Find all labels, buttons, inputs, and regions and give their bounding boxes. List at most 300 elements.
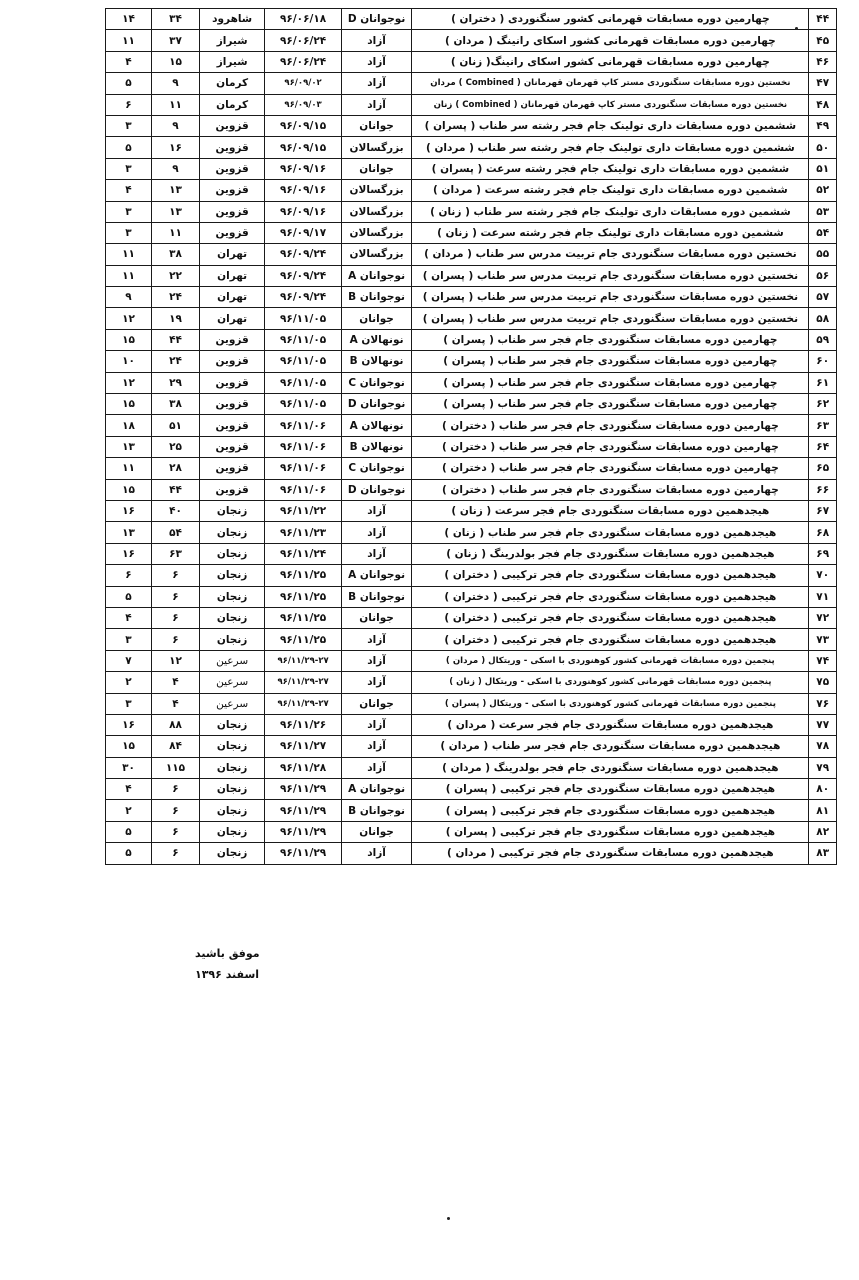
- competition-date: ۹۶/۱۱/۲۹-۲۷: [265, 650, 342, 671]
- teams-count: ۲: [106, 800, 152, 821]
- competition-date: ۹۶/۰۹/۱۵: [265, 137, 342, 158]
- age-category: نوجوانان B: [341, 800, 411, 821]
- row-number: ۵۲: [809, 180, 837, 201]
- participants-count: ۴: [151, 693, 199, 714]
- teams-count: ۳: [106, 158, 152, 179]
- row-number: ۵۷: [809, 287, 837, 308]
- host-city: زنجان: [199, 500, 264, 521]
- table-row: [106, 30, 837, 51]
- participants-count: ۴: [151, 672, 199, 693]
- competition-date: ۹۶/۰۹/۱۶: [265, 158, 342, 179]
- ink-dot: [447, 1217, 450, 1220]
- teams-count: ۱۵: [106, 394, 152, 415]
- row-number: ۴۶: [809, 51, 837, 72]
- row-number: ۸۲: [809, 821, 837, 842]
- teams-count: ۵: [106, 821, 152, 842]
- participants-count: ۱۱: [151, 222, 199, 243]
- row-number: ۶۹: [809, 543, 837, 564]
- table-row: [106, 672, 837, 693]
- host-city: زنجان: [199, 779, 264, 800]
- host-city: تهران: [199, 265, 264, 286]
- table-row: [106, 586, 837, 607]
- row-number: ۷۷: [809, 714, 837, 735]
- age-category: آزاد: [341, 500, 411, 521]
- competition-date: ۹۶/۱۱/۲۹: [265, 843, 342, 864]
- row-number: ۶۵: [809, 458, 837, 479]
- age-category: آزاد: [341, 714, 411, 735]
- row-number: ۷۸: [809, 736, 837, 757]
- teams-count: ۳۰: [106, 757, 152, 778]
- participants-count: ۹: [151, 158, 199, 179]
- participants-count: ۲۴: [151, 351, 199, 372]
- competition-title: چهارمین دوره مسابقات قهرمانی کشور اسکای رانینگ( زنان ): [412, 51, 809, 72]
- competition-title: هیجدهمین دوره مسابقات سنگنوردی جام فجر بولدرینگ ( زنان ): [412, 543, 809, 564]
- row-number: ۴۴: [809, 9, 837, 30]
- host-city: قزوین: [199, 479, 264, 500]
- teams-count: ۳: [106, 115, 152, 136]
- competition-date: ۹۶/۱۱/۰۵: [265, 329, 342, 350]
- host-city: قزوین: [199, 180, 264, 201]
- participants-count: ۲۴: [151, 287, 199, 308]
- teams-count: ۵: [106, 843, 152, 864]
- competition-title: هیجدهمین دوره مسابقات سنگنوردی جام فجر ترکیبی ( مردان ): [412, 843, 809, 864]
- participants-count: ۶: [151, 586, 199, 607]
- row-number: ۷۱: [809, 586, 837, 607]
- table-row: [106, 779, 837, 800]
- participants-count: ۹: [151, 115, 199, 136]
- row-number: ۵۵: [809, 244, 837, 265]
- host-city: زنجان: [199, 821, 264, 842]
- age-category: جوانان: [341, 693, 411, 714]
- row-number: ۷۳: [809, 629, 837, 650]
- competition-date: ۹۶/۱۱/۰۶: [265, 479, 342, 500]
- table-row: [106, 394, 837, 415]
- host-city: تهران: [199, 244, 264, 265]
- competition-title: هیجدهمین دوره مسابقات سنگنوردی جام فجر ترکیبی ( پسران ): [412, 821, 809, 842]
- host-city: قزوین: [199, 394, 264, 415]
- competition-title: پنجمین دوره مسابقات قهرمانی کشور کوهنوردی با اسکی - وریتکال ( پسران ): [412, 693, 809, 714]
- competition-date: ۹۶/۱۱/۲۵: [265, 565, 342, 586]
- age-category: نوجوانان D: [341, 9, 411, 30]
- host-city: کرمان: [199, 73, 264, 94]
- table-row: [106, 180, 837, 201]
- participants-count: ۱۳: [151, 180, 199, 201]
- table-row: [106, 244, 837, 265]
- competition-title: چهارمین دوره مسابقات سنگنوردی جام فجر سر طناب ( دختران ): [412, 458, 809, 479]
- competition-date: ۹۶/۰۶/۲۴: [265, 51, 342, 72]
- competition-title: هیجدهمین دوره مسابقات سنگنوردی جام فجر سر طناب ( مردان ): [412, 736, 809, 757]
- row-number: ۶۴: [809, 436, 837, 457]
- teams-count: ۱۸: [106, 415, 152, 436]
- participants-count: ۶: [151, 629, 199, 650]
- competition-title: هیجدهمین دوره مسابقات سنگنوردی جام فجر بولدرینگ ( مردان ): [412, 757, 809, 778]
- competition-title: هیجدهمین دوره مسابقات سنگنوردی جام فجر ترکیبی ( پسران ): [412, 800, 809, 821]
- competition-title: نخستین دوره مسابقات سنگنوردی جام تربیت مدرس سر طناب ( پسران ): [412, 265, 809, 286]
- age-category: نوجوانان C: [341, 372, 411, 393]
- ink-dot: [795, 27, 798, 30]
- teams-count: ۱۰: [106, 351, 152, 372]
- table-row: [106, 265, 837, 286]
- participants-count: ۶: [151, 800, 199, 821]
- row-number: ۸۱: [809, 800, 837, 821]
- participants-count: ۶: [151, 779, 199, 800]
- age-category: جوانان: [341, 158, 411, 179]
- competition-title: ششمین دوره مسابقات داری تولینک جام فجر رشته سرعت ( پسران ): [412, 158, 809, 179]
- competition-title: چهارمین دوره مسابقات سنگنوردی جام فجر سر طناب ( پسران ): [412, 329, 809, 350]
- row-number: ۶۳: [809, 415, 837, 436]
- participants-count: ۸۴: [151, 736, 199, 757]
- host-city: سرعین: [199, 693, 264, 714]
- competition-date: ۹۶/۱۱/۰۵: [265, 308, 342, 329]
- footer-date: اسفند ۱۳۹۶: [195, 968, 260, 981]
- age-category: بزرگسالان: [341, 244, 411, 265]
- row-number: ۴۷: [809, 73, 837, 94]
- competition-date: ۹۶/۰۹/۰۳: [265, 94, 342, 115]
- teams-count: ۳: [106, 629, 152, 650]
- row-number: ۷۹: [809, 757, 837, 778]
- host-city: زنجان: [199, 522, 264, 543]
- competition-title: نخستین دوره مسابقات سنگنوردی مستر کاپ قهرمان قهرمانان ( Combined ) مردان: [412, 73, 809, 94]
- teams-count: ۱۶: [106, 543, 152, 564]
- table-row: [106, 115, 837, 136]
- row-number: ۵۳: [809, 201, 837, 222]
- competitions-table-body: [106, 9, 837, 865]
- participants-count: ۹: [151, 73, 199, 94]
- participants-count: ۶: [151, 821, 199, 842]
- table-row: [106, 693, 837, 714]
- table-row: [106, 372, 837, 393]
- participants-count: ۳۴: [151, 9, 199, 30]
- host-city: زنجان: [199, 543, 264, 564]
- competition-date: ۹۶/۰۹/۱۶: [265, 201, 342, 222]
- competition-title: نخستین دوره مسابقات سنگنوردی جام تربیت مدرس سر طناب ( مردان ): [412, 244, 809, 265]
- competition-date: ۹۶/۱۱/۰۵: [265, 372, 342, 393]
- host-city: کرمان: [199, 94, 264, 115]
- teams-count: ۳: [106, 693, 152, 714]
- table-row: [106, 543, 837, 564]
- age-category: آزاد: [341, 650, 411, 671]
- table-row: [106, 73, 837, 94]
- competition-date: ۹۶/۰۶/۱۸: [265, 9, 342, 30]
- host-city: قزوین: [199, 372, 264, 393]
- participants-count: ۱۱: [151, 94, 199, 115]
- participants-count: ۲۸: [151, 458, 199, 479]
- competition-date: ۹۶/۱۱/۰۶: [265, 415, 342, 436]
- age-category: آزاد: [341, 543, 411, 564]
- age-category: نوجوانان A: [341, 779, 411, 800]
- host-city: سرعین: [199, 650, 264, 671]
- age-category: نونهالان B: [341, 351, 411, 372]
- teams-count: ۴: [106, 607, 152, 628]
- competition-title: چهارمین دوره مسابقات سنگنوردی جام فجر سر طناب ( پسران ): [412, 351, 809, 372]
- table-row: [106, 714, 837, 735]
- age-category: نونهالان B: [341, 436, 411, 457]
- competition-title: ششمین دوره مسابقات داری تولینک جام فجر رشته سر طناب ( پسران ): [412, 115, 809, 136]
- competition-date: ۹۶/۱۱/۰۶: [265, 436, 342, 457]
- row-number: ۶۶: [809, 479, 837, 500]
- teams-count: ۳: [106, 201, 152, 222]
- age-category: آزاد: [341, 757, 411, 778]
- participants-count: ۱۱۵: [151, 757, 199, 778]
- competition-title: ششمین دوره مسابقات داری تولینک جام فجر رشته سر طناب ( مردان ): [412, 137, 809, 158]
- row-number: ۷۲: [809, 607, 837, 628]
- competition-date: ۹۶/۰۹/۲۴: [265, 265, 342, 286]
- competition-date: ۹۶/۰۹/۱۶: [265, 180, 342, 201]
- age-category: بزرگسالان: [341, 222, 411, 243]
- competition-date: ۹۶/۱۱/۲۹: [265, 821, 342, 842]
- competition-date: ۹۶/۱۱/۲۵: [265, 607, 342, 628]
- teams-count: ۴: [106, 180, 152, 201]
- row-number: ۷۰: [809, 565, 837, 586]
- teams-count: ۱۱: [106, 244, 152, 265]
- table-row: [106, 800, 837, 821]
- competition-title: چهارمین دوره مسابقات قهرمانی کشور اسکای رانینگ ( مردان ): [412, 30, 809, 51]
- competition-date: ۹۶/۱۱/۰۶: [265, 458, 342, 479]
- participants-count: ۱۲: [151, 650, 199, 671]
- competition-date: ۹۶/۰۹/۱۷: [265, 222, 342, 243]
- participants-count: ۲۵: [151, 436, 199, 457]
- table-row: [106, 51, 837, 72]
- participants-count: ۲۲: [151, 265, 199, 286]
- age-category: نوجوانان A: [341, 265, 411, 286]
- participants-count: ۵۱: [151, 415, 199, 436]
- competition-title: هیجدهمین دوره مسابقات سنگنوردی جام فجر ترکیبی ( پسران ): [412, 779, 809, 800]
- host-city: زنجان: [199, 565, 264, 586]
- competition-title: چهارمین دوره مسابقات سنگنوردی جام فجر سر طناب ( پسران ): [412, 394, 809, 415]
- row-number: ۵۴: [809, 222, 837, 243]
- competition-title: ششمین دوره مسابقات داری تولینک جام فجر رشته سر طناب ( زنان ): [412, 201, 809, 222]
- row-number: ۶۱: [809, 372, 837, 393]
- host-city: زنجان: [199, 757, 264, 778]
- row-number: ۵۱: [809, 158, 837, 179]
- table-row: [106, 650, 837, 671]
- competition-date: ۹۶/۱۱/۲۹: [265, 800, 342, 821]
- table-row: [106, 415, 837, 436]
- teams-count: ۲: [106, 672, 152, 693]
- table-row: [106, 137, 837, 158]
- host-city: قزوین: [199, 137, 264, 158]
- footer-greeting: موفق باشید: [195, 947, 260, 960]
- host-city: قزوین: [199, 351, 264, 372]
- participants-count: ۴۴: [151, 479, 199, 500]
- table-row: [106, 565, 837, 586]
- host-city: تهران: [199, 308, 264, 329]
- competition-title: پنجمین دوره مسابقات قهرمانی کشور کوهنوردی با اسکی - وریتکال ( مردان ): [412, 650, 809, 671]
- row-number: ۷۵: [809, 672, 837, 693]
- host-city: قزوین: [199, 415, 264, 436]
- competition-title: هیجدهمین دوره مسابقات سنگنوردی جام فجر سرعت ( مردان ): [412, 714, 809, 735]
- table-row: [106, 201, 837, 222]
- age-category: نوجوانان D: [341, 479, 411, 500]
- teams-count: ۱۵: [106, 329, 152, 350]
- host-city: قزوین: [199, 458, 264, 479]
- teams-count: ۶: [106, 94, 152, 115]
- competition-title: چهارمین دوره مسابقات سنگنوردی جام فجر سر طناب ( پسران ): [412, 372, 809, 393]
- competition-date: ۹۶/۱۱/۲۶: [265, 714, 342, 735]
- teams-count: ۴: [106, 779, 152, 800]
- row-number: ۴۹: [809, 115, 837, 136]
- age-category: آزاد: [341, 51, 411, 72]
- competition-title: هیجدهمین دوره مسابقات سنگنوردی جام فجر ترکیبی ( دختران ): [412, 607, 809, 628]
- table-row: [106, 158, 837, 179]
- participants-count: ۴۴: [151, 329, 199, 350]
- row-number: ۵۸: [809, 308, 837, 329]
- competition-date: ۹۶/۰۶/۲۴: [265, 30, 342, 51]
- host-city: سرعین: [199, 672, 264, 693]
- host-city: شیراز: [199, 51, 264, 72]
- table-row: [106, 479, 837, 500]
- row-number: ۵۶: [809, 265, 837, 286]
- age-category: بزرگسالان: [341, 180, 411, 201]
- teams-count: ۱۵: [106, 479, 152, 500]
- competition-title: پنجمین دوره مسابقات قهرمانی کشور کوهنوردی با اسکی - وریتکال ( زنان ): [412, 672, 809, 693]
- table-row: [106, 607, 837, 628]
- row-number: ۴۵: [809, 30, 837, 51]
- teams-count: ۱۳: [106, 522, 152, 543]
- teams-count: ۵: [106, 73, 152, 94]
- teams-count: ۷: [106, 650, 152, 671]
- table-row: [106, 308, 837, 329]
- teams-count: ۱۴: [106, 9, 152, 30]
- competition-title: نخستین دوره مسابقات سنگنوردی جام تربیت مدرس سر طناب ( پسران ): [412, 308, 809, 329]
- host-city: قزوین: [199, 115, 264, 136]
- competition-title: نخستین دوره مسابقات سنگنوردی جام تربیت مدرس سر طناب ( پسران ): [412, 287, 809, 308]
- row-number: ۷۶: [809, 693, 837, 714]
- competition-date: ۹۶/۱۱/۲۹-۲۷: [265, 672, 342, 693]
- teams-count: ۱۲: [106, 308, 152, 329]
- participants-count: ۱۶: [151, 137, 199, 158]
- teams-count: ۴: [106, 51, 152, 72]
- participants-count: ۳۸: [151, 244, 199, 265]
- age-category: نوجوانان B: [341, 586, 411, 607]
- host-city: زنجان: [199, 607, 264, 628]
- row-number: ۶۸: [809, 522, 837, 543]
- competition-title: نخستین دوره مسابقات سنگنوردی مستر کاپ قهرمان قهرمانان ( Combined ) زنان: [412, 94, 809, 115]
- participants-count: ۱۹: [151, 308, 199, 329]
- competition-date: ۹۶/۱۱/۲۷: [265, 736, 342, 757]
- competition-date: ۹۶/۰۹/۰۲: [265, 73, 342, 94]
- competition-date: ۹۶/۰۹/۱۵: [265, 115, 342, 136]
- row-number: ۷۴: [809, 650, 837, 671]
- age-category: آزاد: [341, 73, 411, 94]
- table-row: [106, 329, 837, 350]
- teams-count: ۶: [106, 565, 152, 586]
- age-category: نوجوانان D: [341, 394, 411, 415]
- row-number: ۴۸: [809, 94, 837, 115]
- table-row: [106, 522, 837, 543]
- teams-count: ۹: [106, 287, 152, 308]
- teams-count: ۱۱: [106, 458, 152, 479]
- host-city: شاهرود: [199, 9, 264, 30]
- host-city: قزوین: [199, 158, 264, 179]
- table-row: [106, 757, 837, 778]
- teams-count: ۱۳: [106, 436, 152, 457]
- age-category: بزرگسالان: [341, 137, 411, 158]
- participants-count: ۳۸: [151, 394, 199, 415]
- teams-count: ۱۱: [106, 30, 152, 51]
- participants-count: ۶۳: [151, 543, 199, 564]
- table-row: [106, 94, 837, 115]
- age-category: آزاد: [341, 672, 411, 693]
- competition-date: ۹۶/۰۹/۲۴: [265, 244, 342, 265]
- host-city: قزوین: [199, 201, 264, 222]
- age-category: نونهالان A: [341, 329, 411, 350]
- table-row: [106, 436, 837, 457]
- participants-count: ۱۵: [151, 51, 199, 72]
- competition-date: ۹۶/۱۱/۲۴: [265, 543, 342, 564]
- teams-count: ۵: [106, 137, 152, 158]
- host-city: زنجان: [199, 629, 264, 650]
- host-city: شیراز: [199, 30, 264, 51]
- competition-title: هیجدهمین دوره مسابقات سنگنوردی جام فجر ترکیبی ( دختران ): [412, 586, 809, 607]
- table-row: [106, 500, 837, 521]
- table-row: [106, 287, 837, 308]
- competition-date: ۹۶/۱۱/۲۳: [265, 522, 342, 543]
- host-city: زنجان: [199, 800, 264, 821]
- table-row: [106, 736, 837, 757]
- competition-date: ۹۶/۱۱/۲۸: [265, 757, 342, 778]
- teams-count: ۱۶: [106, 714, 152, 735]
- competition-date: ۹۶/۰۹/۲۴: [265, 287, 342, 308]
- participants-count: ۶: [151, 565, 199, 586]
- table-row: [106, 458, 837, 479]
- age-category: بزرگسالان: [341, 201, 411, 222]
- teams-count: ۱۵: [106, 736, 152, 757]
- competition-title: هیجدهمین دوره مسابقات سنگنوردی جام فجر ترکیبی ( دختران ): [412, 565, 809, 586]
- host-city: قزوین: [199, 222, 264, 243]
- participants-count: ۳۷: [151, 30, 199, 51]
- competition-date: ۹۶/۱۱/۲۹: [265, 779, 342, 800]
- table-row: [106, 821, 837, 842]
- competition-title: ششمین دوره مسابقات داری تولینک جام فجر رشته سرعت ( مردان ): [412, 180, 809, 201]
- competition-title: چهارمین دوره مسابقات قهرمانی کشور سنگنوردی ( دختران ): [412, 9, 809, 30]
- host-city: زنجان: [199, 714, 264, 735]
- competition-date: ۹۶/۱۱/۰۵: [265, 394, 342, 415]
- competition-title: هیجدهمین دوره مسابقات سنگنوردی جام فجر ترکیبی ( دختران ): [412, 629, 809, 650]
- host-city: زنجان: [199, 586, 264, 607]
- row-number: ۸۰: [809, 779, 837, 800]
- teams-count: ۱۶: [106, 500, 152, 521]
- participants-count: ۶: [151, 843, 199, 864]
- age-category: نوجوانان C: [341, 458, 411, 479]
- age-category: آزاد: [341, 736, 411, 757]
- age-category: آزاد: [341, 629, 411, 650]
- age-category: جوانان: [341, 115, 411, 136]
- row-number: ۶۷: [809, 500, 837, 521]
- table-row: [106, 629, 837, 650]
- competition-date: ۹۶/۱۱/۰۵: [265, 351, 342, 372]
- competition-title: چهارمین دوره مسابقات سنگنوردی جام فجر سر طناب ( دختران ): [412, 415, 809, 436]
- competitions-table: [105, 8, 837, 865]
- competition-title: ششمین دوره مسابقات داری تولینک جام فجر رشته سرعت ( زنان ): [412, 222, 809, 243]
- age-category: نوجوانان A: [341, 565, 411, 586]
- age-category: جوانان: [341, 821, 411, 842]
- table-row: [106, 351, 837, 372]
- host-city: تهران: [199, 287, 264, 308]
- participants-count: ۵۴: [151, 522, 199, 543]
- participants-count: ۶: [151, 607, 199, 628]
- competition-title: هیجدهمین دوره مسابقات سنگنوردی جام فجر سرعت ( زنان ): [412, 500, 809, 521]
- competition-date: ۹۶/۱۱/۲۵: [265, 629, 342, 650]
- age-category: جوانان: [341, 607, 411, 628]
- teams-count: ۱۲: [106, 372, 152, 393]
- age-category: آزاد: [341, 94, 411, 115]
- competition-title: چهارمین دوره مسابقات سنگنوردی جام فجر سر طناب ( دختران ): [412, 479, 809, 500]
- row-number: ۵۰: [809, 137, 837, 158]
- participants-count: ۴۰: [151, 500, 199, 521]
- host-city: زنجان: [199, 736, 264, 757]
- age-category: جوانان: [341, 308, 411, 329]
